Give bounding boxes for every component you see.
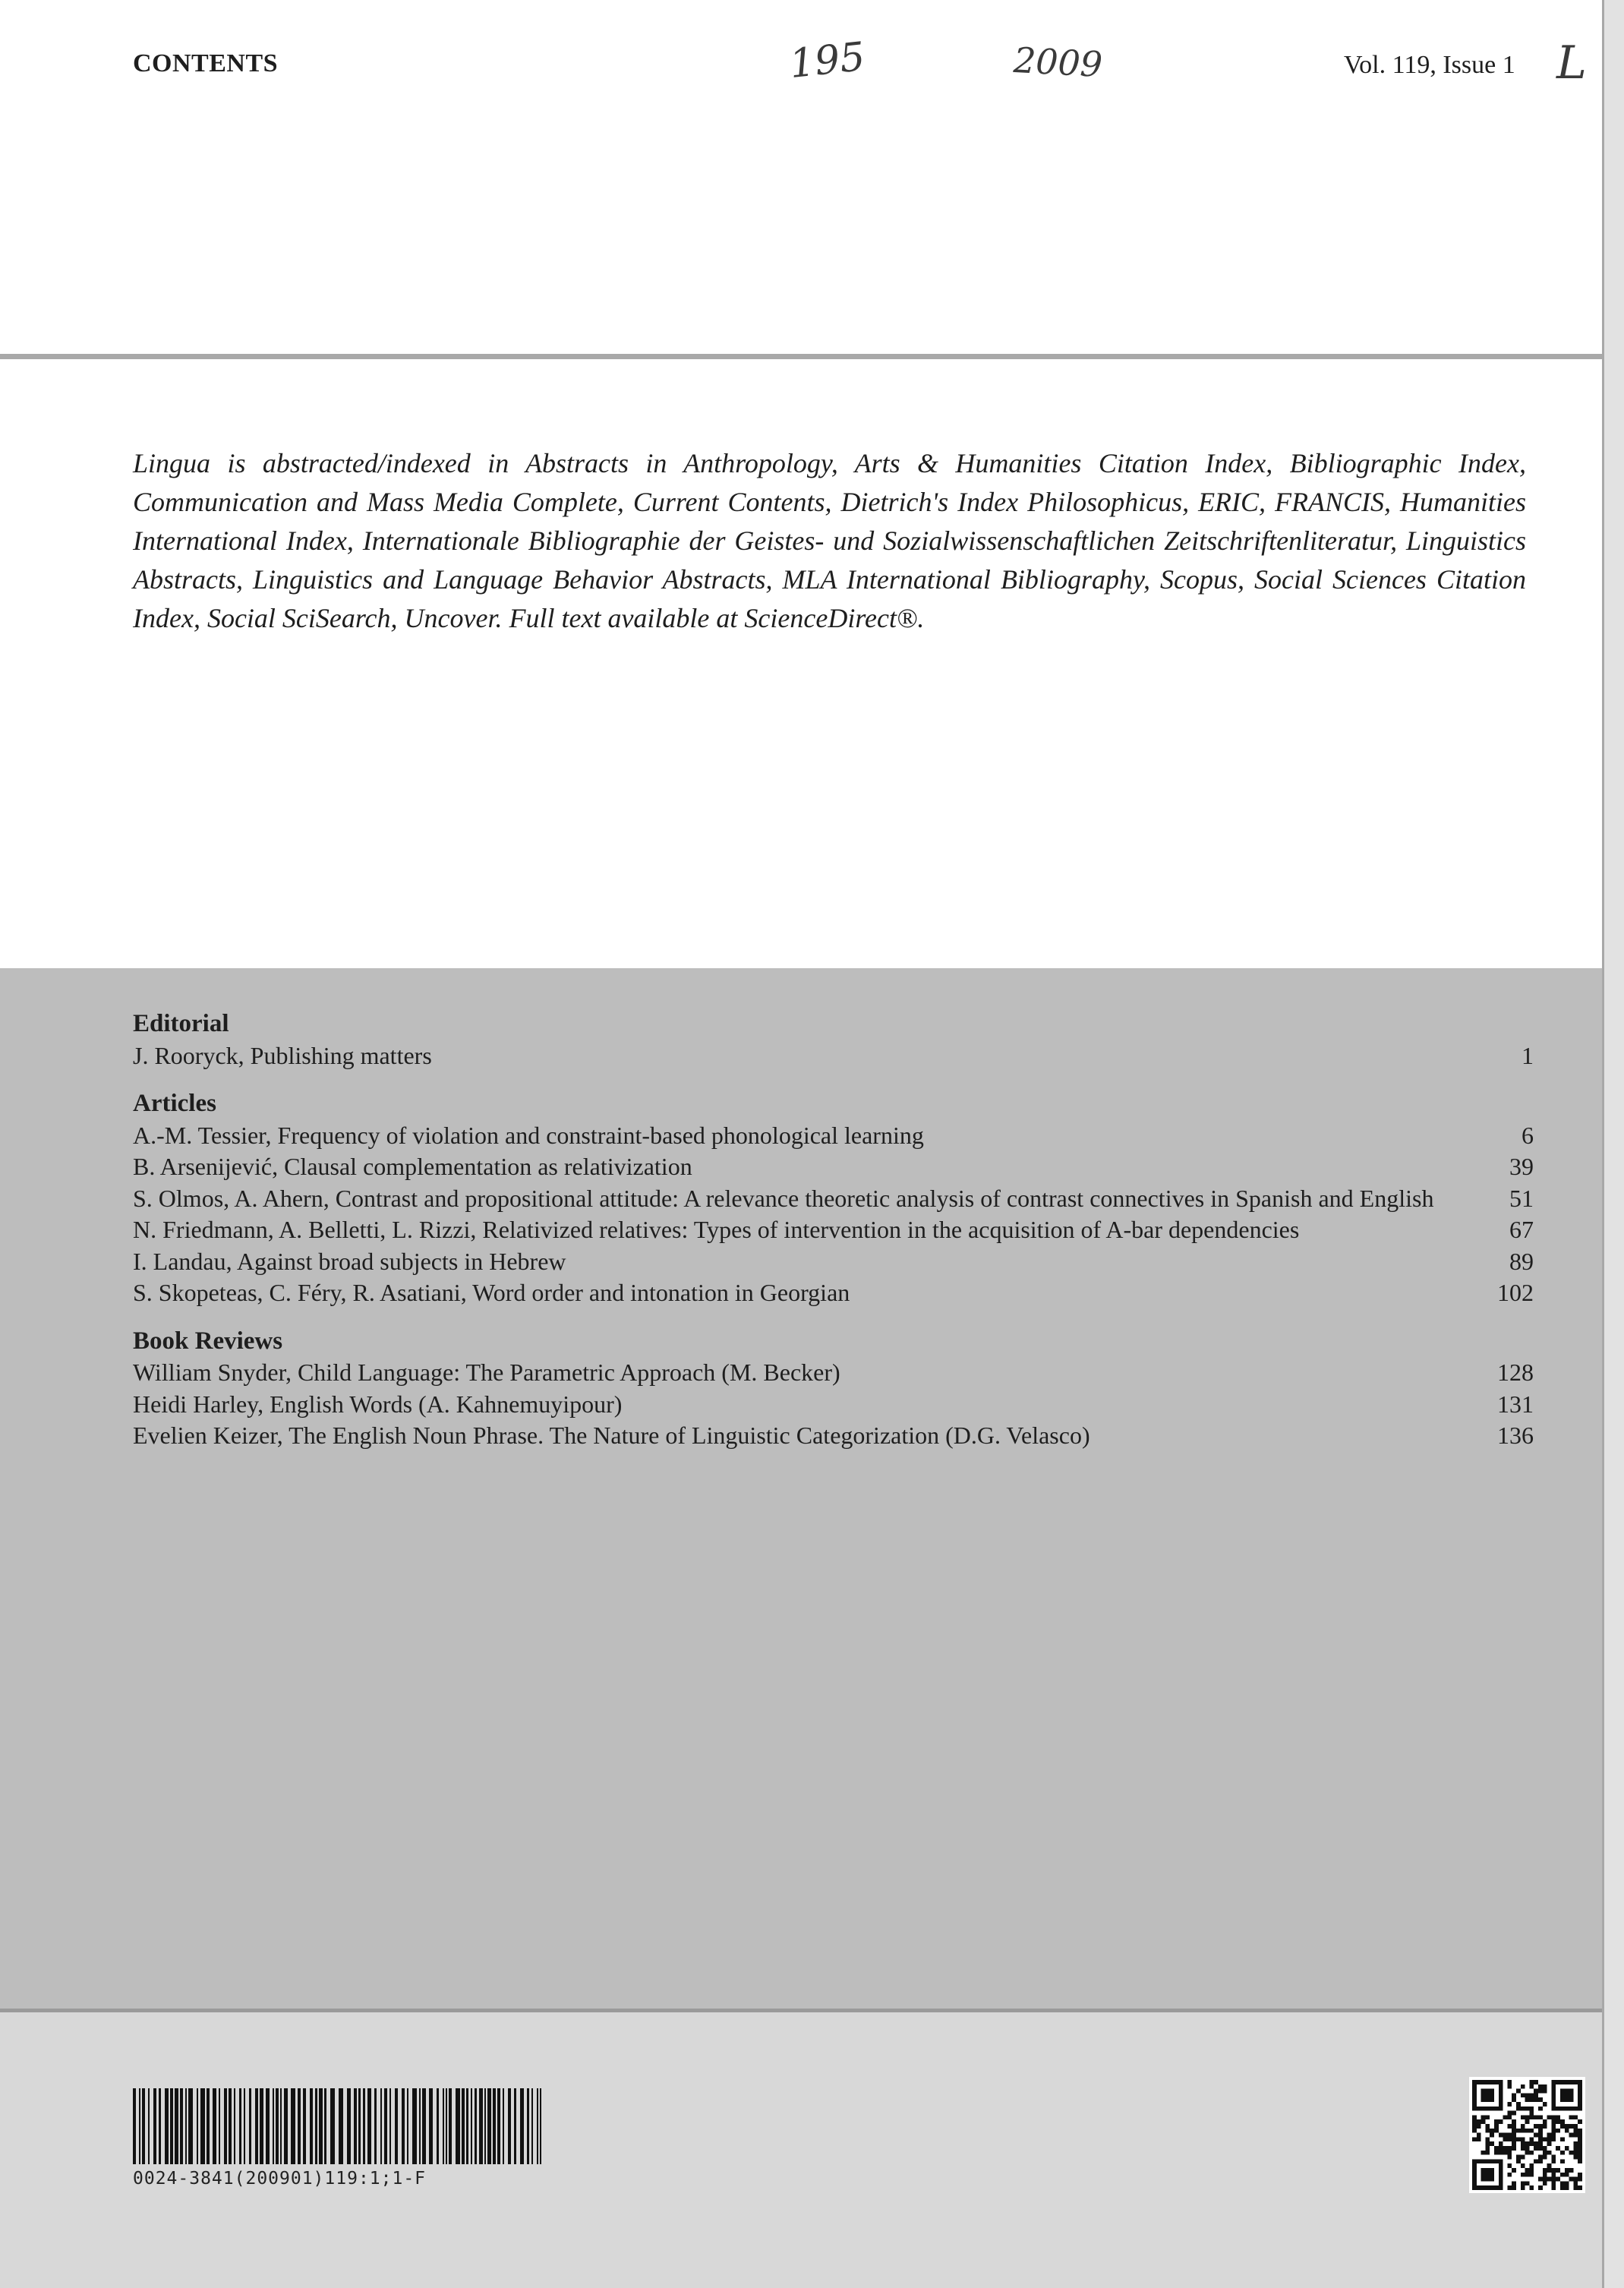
entry-title: N. Friedmann, A. Belletti, L. Rizzi, Relativized relatives: Types of intervention in the acquisition of A-bar dependencies xyxy=(133,1216,1300,1243)
handwritten-note-3: L xyxy=(1556,36,1587,90)
entry-page: 39 xyxy=(1509,1153,1534,1180)
toc-entry[interactable] xyxy=(133,1357,1534,1389)
section-title: Articles xyxy=(133,1090,216,1117)
contents-heading: CONTENTS xyxy=(133,49,279,77)
toc-entry[interactable] xyxy=(133,1183,1534,1215)
entry-page: 51 xyxy=(1509,1184,1534,1212)
toc-entry[interactable] xyxy=(133,1389,1534,1421)
entry-page: 136 xyxy=(1497,1422,1534,1449)
section-title: Editorial xyxy=(133,1010,229,1037)
toc-entry[interactable] xyxy=(133,1120,1534,1152)
entry-title: J. Rooryck, Publishing matters xyxy=(133,1041,432,1069)
section-title: Book Reviews xyxy=(133,1327,283,1355)
entry-page: 128 xyxy=(1497,1359,1534,1386)
entry-title: A.-M. Tessier, Frequency of violation and constraint-based phonological learning xyxy=(133,1121,924,1149)
entry-page: 131 xyxy=(1497,1390,1534,1418)
entry-page: 102 xyxy=(1497,1279,1534,1306)
barcode-icon xyxy=(133,2088,547,2164)
volume-issue: Vol. 119, Issue 1 xyxy=(1344,51,1515,79)
toc-entry[interactable] xyxy=(133,1420,1534,1452)
entry-title: S. Olmos, A. Ahern, Contrast and propositional attitude: A relevance theoretic analysis of contrast connectives in Spanish and English xyxy=(133,1184,1434,1212)
handwritten-note-1: 195 xyxy=(787,33,868,88)
qr-code-icon xyxy=(1469,2077,1585,2193)
toc-entry[interactable] xyxy=(133,1277,1534,1309)
toc-entry[interactable] xyxy=(133,1246,1534,1278)
toc-entry[interactable] xyxy=(133,1040,1534,1072)
entry-title: William Snyder, Child Language: The Parametric Approach (M. Becker) xyxy=(133,1359,840,1386)
handwritten-note-2: 2009 xyxy=(1012,39,1104,86)
top-divider xyxy=(0,354,1624,359)
toc-section-articles xyxy=(133,1088,1534,1309)
entry-page: 6 xyxy=(1522,1121,1534,1149)
entry-title: Heidi Harley, English Words (A. Kahnemuyipour) xyxy=(133,1390,623,1418)
barcode-number: 0024-3841(200901)119:1;1-F xyxy=(133,2169,427,2189)
entry-title: I. Landau, Against broad subjects in Hebrew xyxy=(133,1247,566,1275)
toc-entry[interactable] xyxy=(133,1151,1534,1183)
entry-title: Evelien Keizer, The English Noun Phrase. The Nature of Linguistic Categorization (D.G. Velasco) xyxy=(133,1422,1090,1449)
indexing-statement: Lingua is abstracted/indexed in Abstracts in Anthropology, Arts & Humanities Citation Index, Bibliographic Index, Communication and Mass Media Complete, Current Contents, Dietrich's Index Philosophicus, ERIC, FRANCIS, Humanities International Index, Internationale Bibliographie der Geistes- und Sozialwissenschaftlichen Zeitschriftenliteratur, Linguistics Abstracts, Linguistics and Language Behavior Abstracts, MLA International Bibliography, Scopus, Social Sciences Citation Index, Social SciSearch, Uncover. Full text available at ScienceDirect®. xyxy=(133,448,1526,633)
toc-entry[interactable] xyxy=(133,1214,1534,1246)
entry-page: 67 xyxy=(1509,1216,1534,1243)
toc-section-editorial xyxy=(133,1008,1534,1071)
entry-title: S. Skopeteas, C. Féry, R. Asatiani, Word order and intonation in Georgian xyxy=(133,1279,850,1306)
entry-page: 1 xyxy=(1522,1041,1534,1069)
entry-title: B. Arsenijević, Clausal complementation as relativization xyxy=(133,1153,692,1180)
page-edge xyxy=(1602,0,1624,2288)
table-of-contents xyxy=(133,1008,1534,1469)
toc-section-book-reviews xyxy=(133,1326,1534,1452)
entry-page: 89 xyxy=(1509,1247,1534,1275)
